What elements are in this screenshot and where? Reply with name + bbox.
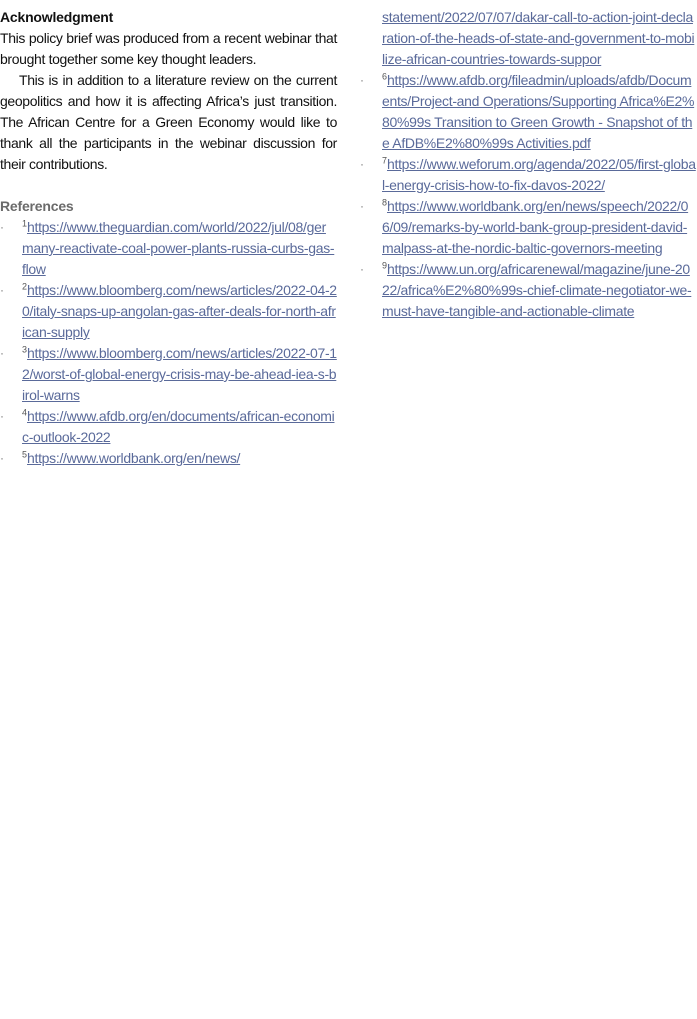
bullet-icon: · bbox=[360, 73, 364, 87]
bullet-icon: · bbox=[0, 283, 4, 297]
reference-number: 3 bbox=[22, 344, 28, 355]
reference-number: 2 bbox=[22, 281, 28, 292]
reference-item bbox=[0, 217, 337, 280]
reference-item bbox=[0, 406, 337, 448]
right-column bbox=[360, 7, 697, 322]
reference-list bbox=[0, 217, 337, 469]
bullet-icon: · bbox=[0, 409, 4, 423]
reference-item bbox=[0, 448, 337, 469]
reference-item bbox=[0, 343, 337, 406]
reference-item bbox=[360, 196, 697, 259]
acknowledgment-paragraph: This policy brief was produced from a recent webinar that brought together some key thought leaders. bbox=[0, 30, 337, 67]
reference-link[interactable]: https://www.theguardian.com/world/2022/jul/08/germany-reactivate-coal-power-plants-russia-curbs-gas-flow bbox=[22, 219, 335, 277]
bullet-icon: · bbox=[0, 346, 4, 360]
reference-number: 4 bbox=[22, 407, 28, 418]
reference-link[interactable]: https://www.bloomberg.com/news/articles/2022-04-20/italy-snaps-up-angolan-gas-after-deals-for-north-african-supply bbox=[22, 282, 337, 340]
bullet-icon: · bbox=[360, 157, 364, 171]
acknowledgment-heading: Acknowledgment bbox=[0, 9, 114, 25]
reference-link[interactable]: https://www.worldbank.org/en/news/speech/2022/06/09/remarks-by-world-bank-group-president-david-malpass-at-the-nordic-baltic-governors-meeting bbox=[382, 198, 689, 256]
left-column bbox=[0, 7, 337, 469]
reference-item bbox=[360, 154, 697, 196]
reference-continuation bbox=[360, 7, 697, 70]
reference-link[interactable]: https://www.un.org/africarenewal/magazine/june-2022/africa%E2%80%99s-chief-climate-negotiator-we-must-have-tangible-and-actionable-climate bbox=[382, 261, 692, 319]
reference-link[interactable]: https://www.afdb.org/en/documents/african-economic-outlook-2022 bbox=[22, 408, 335, 445]
reference-list bbox=[360, 70, 697, 322]
reference-item bbox=[360, 70, 697, 154]
references-heading: References bbox=[0, 198, 74, 214]
reference-link[interactable]: https://www.weforum.org/agenda/2022/05/first-global-energy-crisis-how-to-fix-davos-2022/ bbox=[382, 156, 696, 193]
reference-item bbox=[0, 280, 337, 343]
reference-number: 7 bbox=[382, 155, 388, 166]
acknowledgment-paragraph: This is in addition to a literature review on the current geopolitics and how it is affecting Africa’s just transition. The African Centre for a Green Economy would like to thank all the participants in the webinar discussion for their contributions. bbox=[0, 72, 337, 172]
reference-number: 9 bbox=[382, 260, 388, 271]
bullet-icon: · bbox=[360, 262, 364, 276]
reference-number: 8 bbox=[382, 197, 388, 208]
reference-link[interactable]: https://www.worldbank.org/en/news/ bbox=[27, 450, 241, 466]
reference-link[interactable]: https://www.afdb.org/fileadmin/uploads/afdb/Documents/Project-and Operations/Supporting Africa%E2%80%99s Transition to Green Growth - Snapshot of the AfDB%E2%80%99s Activities.pdf bbox=[382, 72, 695, 151]
reference-link[interactable]: statement/2022/07/07/dakar-call-to-action-joint-declaration-of-the-heads-of-state-and-government-to-mobilize-african-countries-towards-suppor bbox=[382, 9, 695, 67]
bullet-icon: · bbox=[0, 451, 4, 465]
reference-number: 5 bbox=[22, 449, 28, 460]
bullet-icon: · bbox=[0, 220, 4, 234]
bullet-icon: · bbox=[360, 199, 364, 213]
reference-number: 6 bbox=[382, 71, 388, 82]
reference-number: 1 bbox=[22, 218, 28, 229]
reference-item bbox=[360, 259, 697, 322]
reference-link[interactable]: https://www.bloomberg.com/news/articles/2022-07-12/worst-of-global-energy-crisis-may-be-ahead-iea-s-birol-warns bbox=[22, 345, 337, 403]
